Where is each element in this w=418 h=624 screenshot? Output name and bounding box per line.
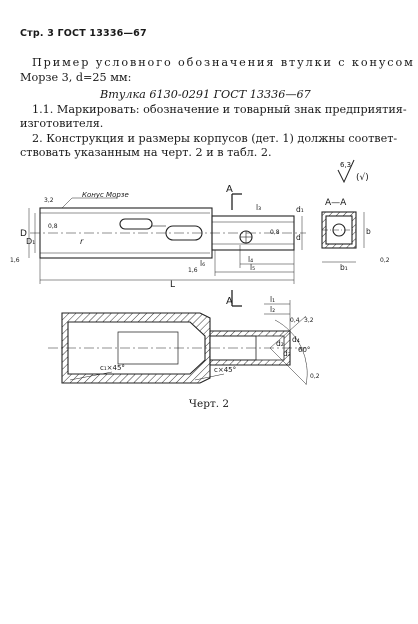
svg-text:l₂: l₂	[270, 305, 276, 314]
svg-text:0,2: 0,2	[310, 373, 320, 380]
svg-text:l₅: l₅	[250, 263, 256, 272]
svg-text:l₁: l₁	[270, 295, 276, 304]
svg-text:А: А	[226, 296, 233, 307]
page-header: Стр. 3 ГОСТ 13336—67	[20, 28, 147, 39]
svg-text:l₆: l₆	[200, 259, 206, 268]
svg-text:c×45°: c×45°	[214, 366, 237, 374]
marking-paragraph-line-2: изготовителя.	[20, 117, 104, 130]
svg-text:0,4: 0,4	[290, 317, 300, 324]
svg-text:c₁×45°: c₁×45°	[100, 364, 125, 372]
svg-text:(√): (√)	[356, 173, 369, 183]
svg-text:3,2: 3,2	[44, 197, 54, 204]
svg-text:b: b	[366, 227, 371, 236]
figure-caption: Черт. 2	[188, 398, 230, 410]
section-a-a	[322, 212, 364, 262]
svg-text:D₁: D₁	[26, 237, 36, 246]
sectional-view	[48, 300, 307, 385]
svg-text:r: r	[80, 237, 84, 246]
svg-text:А: А	[226, 184, 233, 195]
svg-text:Конус Морзе: Конус Морзе	[82, 191, 129, 199]
example-paragraph-line-2: Морзе 3, d=25 мм:	[20, 71, 132, 84]
designation-example: Втулка 6130-0291 ГОСТ 13336—67	[100, 88, 311, 101]
svg-text:0,2: 0,2	[380, 257, 390, 264]
svg-text:D: D	[20, 229, 27, 239]
svg-text:b₁: b₁	[340, 263, 348, 272]
svg-text:d₂: d₂	[276, 339, 284, 348]
svg-text:d₄: d₄	[292, 335, 300, 344]
construction-paragraph-line-2: ствовать указанным на черт. 2 и в табл. 2.	[20, 146, 272, 159]
svg-text:d: d	[296, 233, 301, 242]
roughness-symbol	[338, 160, 369, 183]
marking-paragraph-line-1: 1.1. Маркировать: обозначение и товарный знак предприятия-	[32, 103, 407, 116]
svg-text:0,8: 0,8	[270, 229, 280, 236]
svg-text:L: L	[170, 280, 176, 290]
svg-text:1,6: 1,6	[188, 267, 198, 274]
svg-text:60°: 60°	[298, 346, 311, 354]
construction-paragraph-line-1: 2. Конструкция и размеры корпусов (дет. 1) должны соответ-	[32, 132, 398, 145]
svg-text:d₃: d₃	[283, 349, 291, 358]
svg-text:0,8: 0,8	[48, 223, 58, 230]
svg-text:l₄: l₄	[248, 255, 254, 264]
svg-text:3,2: 3,2	[304, 317, 314, 324]
example-paragraph-line-1: Пример условного обозначения втулки с конусом	[32, 56, 415, 69]
top-view	[29, 194, 306, 306]
svg-text:6,3: 6,3	[340, 161, 352, 169]
svg-text:d₁: d₁	[296, 205, 304, 214]
svg-text:А—А: А—А	[325, 198, 347, 208]
svg-text:1,6: 1,6	[10, 257, 20, 264]
svg-text:l₃: l₃	[256, 203, 262, 212]
